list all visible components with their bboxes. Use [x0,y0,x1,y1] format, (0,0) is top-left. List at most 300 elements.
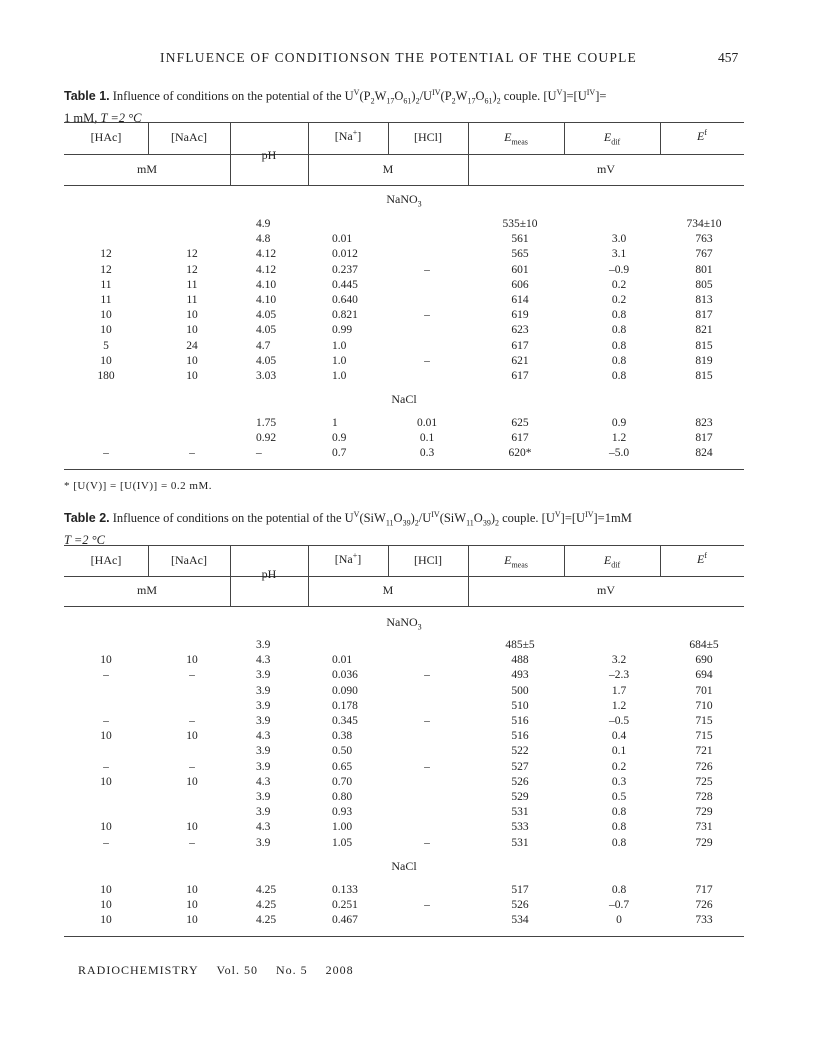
cell-edif: 0.2 [611,760,627,773]
cell-naac: 10 [186,730,198,743]
cell-edif: 0.8 [611,821,627,834]
table1-footnote: * [U(V)] = [U(IV)] = 0.2 mM. [64,480,212,492]
cell-emeas: 531 [511,806,529,819]
cell-edif: 0.2 [611,278,627,291]
cell-ph: 4.05 [256,354,277,367]
running-head: INFLUENCE OF CONDITIONSON THE POTENTIAL OF THE COUPLE [160,50,637,65]
cell-emeas: 623 [511,324,529,337]
cell-na: 0.01 [332,654,353,667]
cell-naac: 10 [186,324,198,337]
cell-hac: – [103,715,109,727]
journal-footer [78,963,368,978]
cell-ph: 3.9 [256,715,271,727]
cell-na: 0.178 [332,699,358,712]
cell-ef: 690 [695,654,713,667]
cell-naac: 10 [186,370,198,382]
cell-na: 0.01 [332,233,353,246]
cell-ph: 4.3 [256,654,271,667]
cell-ph: 4.8 [256,233,271,246]
cell-edif: –5.0 [608,447,630,460]
table-row [64,247,744,262]
cell-hac: 180 [97,370,115,382]
cell-ph: 4.10 [256,278,277,291]
cell-edif: 0.8 [611,806,627,819]
cell-ef: 817 [695,309,713,322]
cell-ph: 4.7 [256,339,271,352]
cell-edif: 0.8 [611,354,627,367]
cell-na: 1.05 [332,836,353,849]
cell-emeas: 493 [511,669,529,682]
table-row [64,805,744,820]
cell-edif: –0.7 [608,899,630,912]
table-row [64,431,744,446]
table-row [64,653,744,668]
table2-caption: Table 2. Influence of conditions on the potential of the $U^V(SiW_{11}O_{39})_2/U^{IV}(SiW_{11}O_{39})_2$ couple. $[U^V]=[U^{IV}]=1mM$ T =2 °C [64,510,632,547]
cell-na: 0.090 [332,684,358,697]
cell-ph: 3.9 [256,760,271,773]
unit-mm: mM [136,162,157,176]
cell-hac: 10 [100,884,112,896]
cell-ef: 821 [695,324,713,337]
cell-emeas: 619 [511,309,529,322]
cell-ph: 4.9 [256,218,271,230]
table1-temp: T =2 °C [100,110,142,125]
cell-naac: 10 [186,914,198,927]
cell-emeas: 625 [511,417,529,429]
table-row [64,913,744,928]
cell-hac: 10 [100,309,112,322]
cell-ef: 813 [695,294,713,306]
page-number: 457 [718,50,739,65]
cell-ph: 3.9 [256,684,271,697]
cell-hcl: 0.1 [419,432,435,445]
table-row [64,820,744,835]
table2 [64,545,744,940]
cell-ef: 733 [695,914,713,927]
cell-edif: 1.2 [611,432,627,445]
table1-label: Table 1. [64,89,110,104]
cell-ef: 694 [695,669,713,682]
journal-number: No. 5 [275,963,308,977]
cell-edif: –0.9 [608,263,630,276]
cell-edif: 0.5 [611,791,627,803]
cell-ef: 817 [695,432,713,445]
cell-edif: –0.5 [608,715,630,727]
cell-edif: 0.8 [611,370,627,382]
cell-ph: 3.9 [256,836,271,849]
cell-edif: 0.3 [611,775,627,788]
cell-hcl: – [424,760,430,773]
table-row [64,446,744,461]
cell-ef: 726 [695,899,713,912]
col-header-emeas-e: E [504,130,512,144]
cell-ph: 4.25 [256,899,277,912]
col-header-na: [Na+] [334,551,362,566]
table2-caption-end: couple. [U [502,511,555,526]
cell-ph: 4.12 [256,248,277,261]
cell-emeas: 620* [508,447,532,460]
cell-ef: 715 [695,730,713,743]
cell-na: 1 [332,417,338,429]
cell-edif: 0.8 [611,884,627,896]
table-row [64,714,744,729]
cell-ef: 731 [695,821,713,834]
table-row [64,354,744,369]
col-header-ef-e: E [696,129,705,143]
cell-emeas: 500 [511,684,529,697]
cell-hac: 10 [100,654,112,667]
table1-caption-end: couple. [U [503,89,557,104]
cell-emeas: 621 [511,354,529,367]
cell-hac: 10 [100,899,112,912]
unit-mv: mV [597,583,615,597]
cell-emeas: 617 [511,370,529,382]
cell-hac: 10 [100,354,112,367]
section-title: NaCl [391,859,417,873]
cell-na: 1.0 [332,339,347,352]
table-row [64,416,744,431]
unit-mm: mM [136,583,157,597]
cell-ph: 4.25 [256,884,277,896]
table-row [64,668,744,683]
cell-ef: 729 [695,806,713,819]
cell-na: 0.50 [332,745,353,758]
table1 [64,122,744,472]
cell-hac: 10 [100,914,112,927]
col-header-edif [564,553,660,569]
table-row [64,775,744,790]
col-header-emeas-e: E [504,553,512,567]
cell-ph: 4.3 [256,730,271,743]
cell-na: 0.65 [332,760,353,773]
journal-year: 2008 [325,963,354,977]
table-row [64,293,744,308]
table-row [64,898,744,913]
journal-name: RADIOCHEMISTRY [78,963,199,977]
cell-na: 0.821 [332,309,358,322]
col-header-na-text: [Na [334,129,353,143]
table-row [64,744,744,759]
cell-edif: 0.9 [611,417,627,429]
cell-hcl: 0.01 [416,417,438,429]
col-header-hac: [HAc] [90,553,122,567]
cell-ph: – [256,447,262,460]
unit-m: M [382,162,394,176]
cell-hac: – [103,836,109,849]
cell-ef: 715 [695,715,713,727]
cell-ph: 1.75 [256,417,277,429]
col-header-ph: pH [261,567,277,581]
cell-naac: 10 [186,309,198,322]
cell-na: 0.38 [332,730,353,743]
cell-na: 0.9 [332,432,347,445]
cell-naac: 10 [186,654,198,667]
cell-emeas: 522 [511,745,529,758]
cell-naac: 10 [186,899,198,912]
table2-section-nano3 [64,615,744,631]
unit-m: M [382,583,394,597]
table1-top-rule [64,122,744,123]
cell-hcl: – [424,899,430,912]
cell-na: 0.70 [332,775,353,788]
cell-emeas: 531 [511,836,529,849]
cell-ef: 815 [695,339,713,352]
col-header-na-sup: + [352,551,358,560]
cell-ph: 3.9 [256,699,271,712]
cell-naac: 12 [186,263,198,276]
cell-ef: 824 [695,447,713,460]
cell-hcl: – [424,263,430,276]
cell-ef: 823 [695,417,713,429]
table1-header-bottom-rule [64,185,744,186]
cell-ef: 725 [695,775,713,788]
col-header-hac: [HAc] [90,130,122,144]
cell-hac: 10 [100,324,112,337]
cell-edif: 0.8 [611,339,627,352]
cell-naac: 10 [186,354,198,367]
cell-na: 0.93 [332,806,353,819]
table-row [64,308,744,323]
cell-ph: 3.9 [256,791,271,803]
col-header-emeas-sub: meas [511,137,528,147]
cell-ph: 3.9 [256,806,271,819]
section-title-sub: 3 [417,622,422,632]
col-header-edif-sub: dif [611,560,621,570]
cell-ef: 717 [695,884,713,896]
cell-naac: – [189,760,195,773]
table1-caption-line2: 1 mM, [64,110,98,125]
col-header-na-sup: + [352,128,358,137]
table2-caption-text: Influence of conditions on the potential of the U [112,511,354,526]
col-header-ef-e: E [696,552,705,566]
table-row [64,339,744,354]
cell-edif: 3.0 [611,233,627,246]
cell-na: 0.99 [332,324,353,337]
cell-emeas: 617 [511,339,529,352]
cell-ef: 684±5 [689,639,719,651]
cell-ph: 3.9 [256,669,271,682]
cell-ef: 763 [695,233,713,246]
cell-emeas: 488 [511,654,529,667]
cell-emeas: 516 [511,715,529,727]
cell-naac: 10 [186,821,198,834]
cell-ef: 726 [695,760,713,773]
cell-ph: 4.3 [256,775,271,788]
cell-hcl: – [424,836,430,849]
cell-hcl: 0.3 [419,447,435,460]
cell-ph: 3.9 [256,745,271,758]
cell-ef: 710 [695,699,713,712]
cell-na: 0.467 [332,914,358,927]
cell-edif: 3.1 [611,248,627,261]
cell-edif: 0.4 [611,730,627,743]
table-row [64,263,744,278]
cell-edif: 1.7 [611,684,627,697]
cell-ef: 767 [695,248,713,261]
cell-emeas: 516 [511,730,529,743]
cell-ph: 4.12 [256,263,277,276]
cell-hac: 11 [100,278,112,291]
cell-ph: 4.25 [256,914,277,927]
table2-section-nacl [64,859,744,874]
journal-volume: Vol. 50 [216,963,258,977]
col-header-ph: pH [261,148,277,162]
cell-na: 0.640 [332,294,358,306]
col-header-hcl: [HCl] [414,130,442,144]
table-row [64,278,744,293]
cell-naac: – [189,715,195,727]
cell-hac: – [103,669,109,682]
cell-emeas: 517 [511,884,529,896]
cell-ef: 815 [695,370,713,382]
col-header-na: [Na+] [334,128,362,143]
section-title: NaNO [386,192,418,206]
col-header-edif [564,130,660,146]
cell-ef: 819 [695,354,713,367]
cell-na: 1.00 [332,821,353,834]
cell-edif: 3.2 [611,654,627,667]
cell-ef: 801 [695,263,713,276]
col-header-edif-e: E [603,553,612,567]
cell-na: 1.0 [332,370,347,382]
cell-hac: – [103,760,109,773]
cell-hac: 12 [100,263,112,276]
cell-emeas: 614 [511,294,529,306]
cell-naac: – [189,669,195,682]
table1-section-nano3 [64,192,744,208]
cell-na: 0.237 [332,263,358,276]
cell-ef: 728 [695,791,713,803]
cell-ef: 721 [695,745,713,758]
cell-ef: 701 [695,684,713,697]
cell-na: 0.80 [332,791,353,803]
cell-ef: 729 [695,836,713,849]
cell-naac: 24 [186,339,198,352]
col-header-ef-sup: f [704,128,707,137]
cell-hac: 10 [100,730,112,743]
cell-naac: 10 [186,775,198,788]
cell-emeas: 510 [511,699,529,712]
table-row [64,369,744,384]
cell-ph: 4.10 [256,294,277,306]
cell-ph: 4.05 [256,309,277,322]
section-title-sub: 3 [417,199,422,209]
table-row [64,232,744,247]
table-row [64,836,744,851]
cell-ef: 805 [695,278,713,291]
cell-naac: 12 [186,248,198,261]
cell-ph: 3.03 [256,370,277,382]
cell-hac: 10 [100,821,112,834]
col-header-edif-sub: dif [611,137,621,147]
cell-edif: 0.1 [611,745,627,758]
table1-caption-text: Influence of conditions on the potential of the U [112,89,354,104]
table-row [64,760,744,775]
cell-emeas: 561 [511,233,529,246]
cell-na: 0.7 [332,447,347,460]
col-header-edif-e: E [603,130,612,144]
cell-na: 1.0 [332,354,347,367]
table2-header-bottom-rule [64,606,744,607]
cell-ph: 4.3 [256,821,271,834]
cell-edif: 1.2 [611,699,627,712]
cell-edif: 0.2 [611,294,627,306]
table-row [64,729,744,744]
section-title: NaNO [386,615,418,629]
cell-hac: 5 [103,339,109,352]
cell-hac: 12 [100,248,112,261]
cell-hcl: – [424,715,430,727]
cell-edif: –2.3 [608,669,630,682]
cell-naac: 11 [186,278,198,291]
cell-naac: 11 [186,294,198,306]
cell-hcl: – [424,354,430,367]
section-title: NaCl [391,392,417,406]
table2-top-rule [64,545,744,546]
table-row [64,638,744,653]
cell-ph: 0.92 [256,432,277,445]
cell-hac: – [103,447,109,460]
table2-label: Table 2. [64,511,110,526]
cell-emeas: 601 [511,263,529,276]
cell-emeas: 526 [511,775,529,788]
col-header-na-text: [Na [334,552,353,566]
cell-hac: 10 [100,775,112,788]
cell-emeas: 527 [511,760,529,773]
cell-emeas: 526 [511,899,529,912]
cell-edif: 0.8 [611,309,627,322]
table-row [64,217,744,232]
table-row [64,699,744,714]
cell-naac: – [189,447,195,460]
col-header-ef [660,551,744,567]
col-header-naac: [NaAc] [171,553,207,567]
table-row [64,883,744,898]
unit-mv: mV [597,162,615,176]
cell-emeas: 565 [511,248,529,261]
col-header-hcl: [HCl] [414,553,442,567]
col-header-naac: [NaAc] [171,130,207,144]
cell-edif: 0.8 [611,836,627,849]
cell-na: 0.036 [332,669,358,682]
cell-hcl: – [424,669,430,682]
col-header-ef-sup: f [704,551,707,560]
cell-emeas: 617 [511,432,529,445]
cell-na: 0.251 [332,899,358,912]
col-header-emeas [468,130,564,146]
table-row [64,684,744,699]
cell-naac: – [189,836,195,849]
cell-emeas: 606 [511,278,529,291]
table1-section-nacl [64,392,744,407]
cell-na: 0.345 [332,715,358,727]
cell-ef: 734±10 [686,218,722,230]
table-row [64,790,744,805]
table1-header-mid-rule [64,154,744,155]
cell-emeas: 485±5 [505,639,535,651]
table-row [64,323,744,338]
cell-emeas: 534 [511,914,529,927]
cell-ph: 3.9 [256,639,271,651]
cell-naac: 10 [186,884,198,896]
cell-ph: 4.05 [256,324,277,337]
cell-na: 0.445 [332,278,358,291]
table1-bottom-rule [64,469,744,470]
cell-edif: 0 [616,914,622,927]
table2-bottom-rule [64,936,744,937]
cell-emeas: 529 [511,791,529,803]
cell-na: 0.012 [332,248,358,261]
